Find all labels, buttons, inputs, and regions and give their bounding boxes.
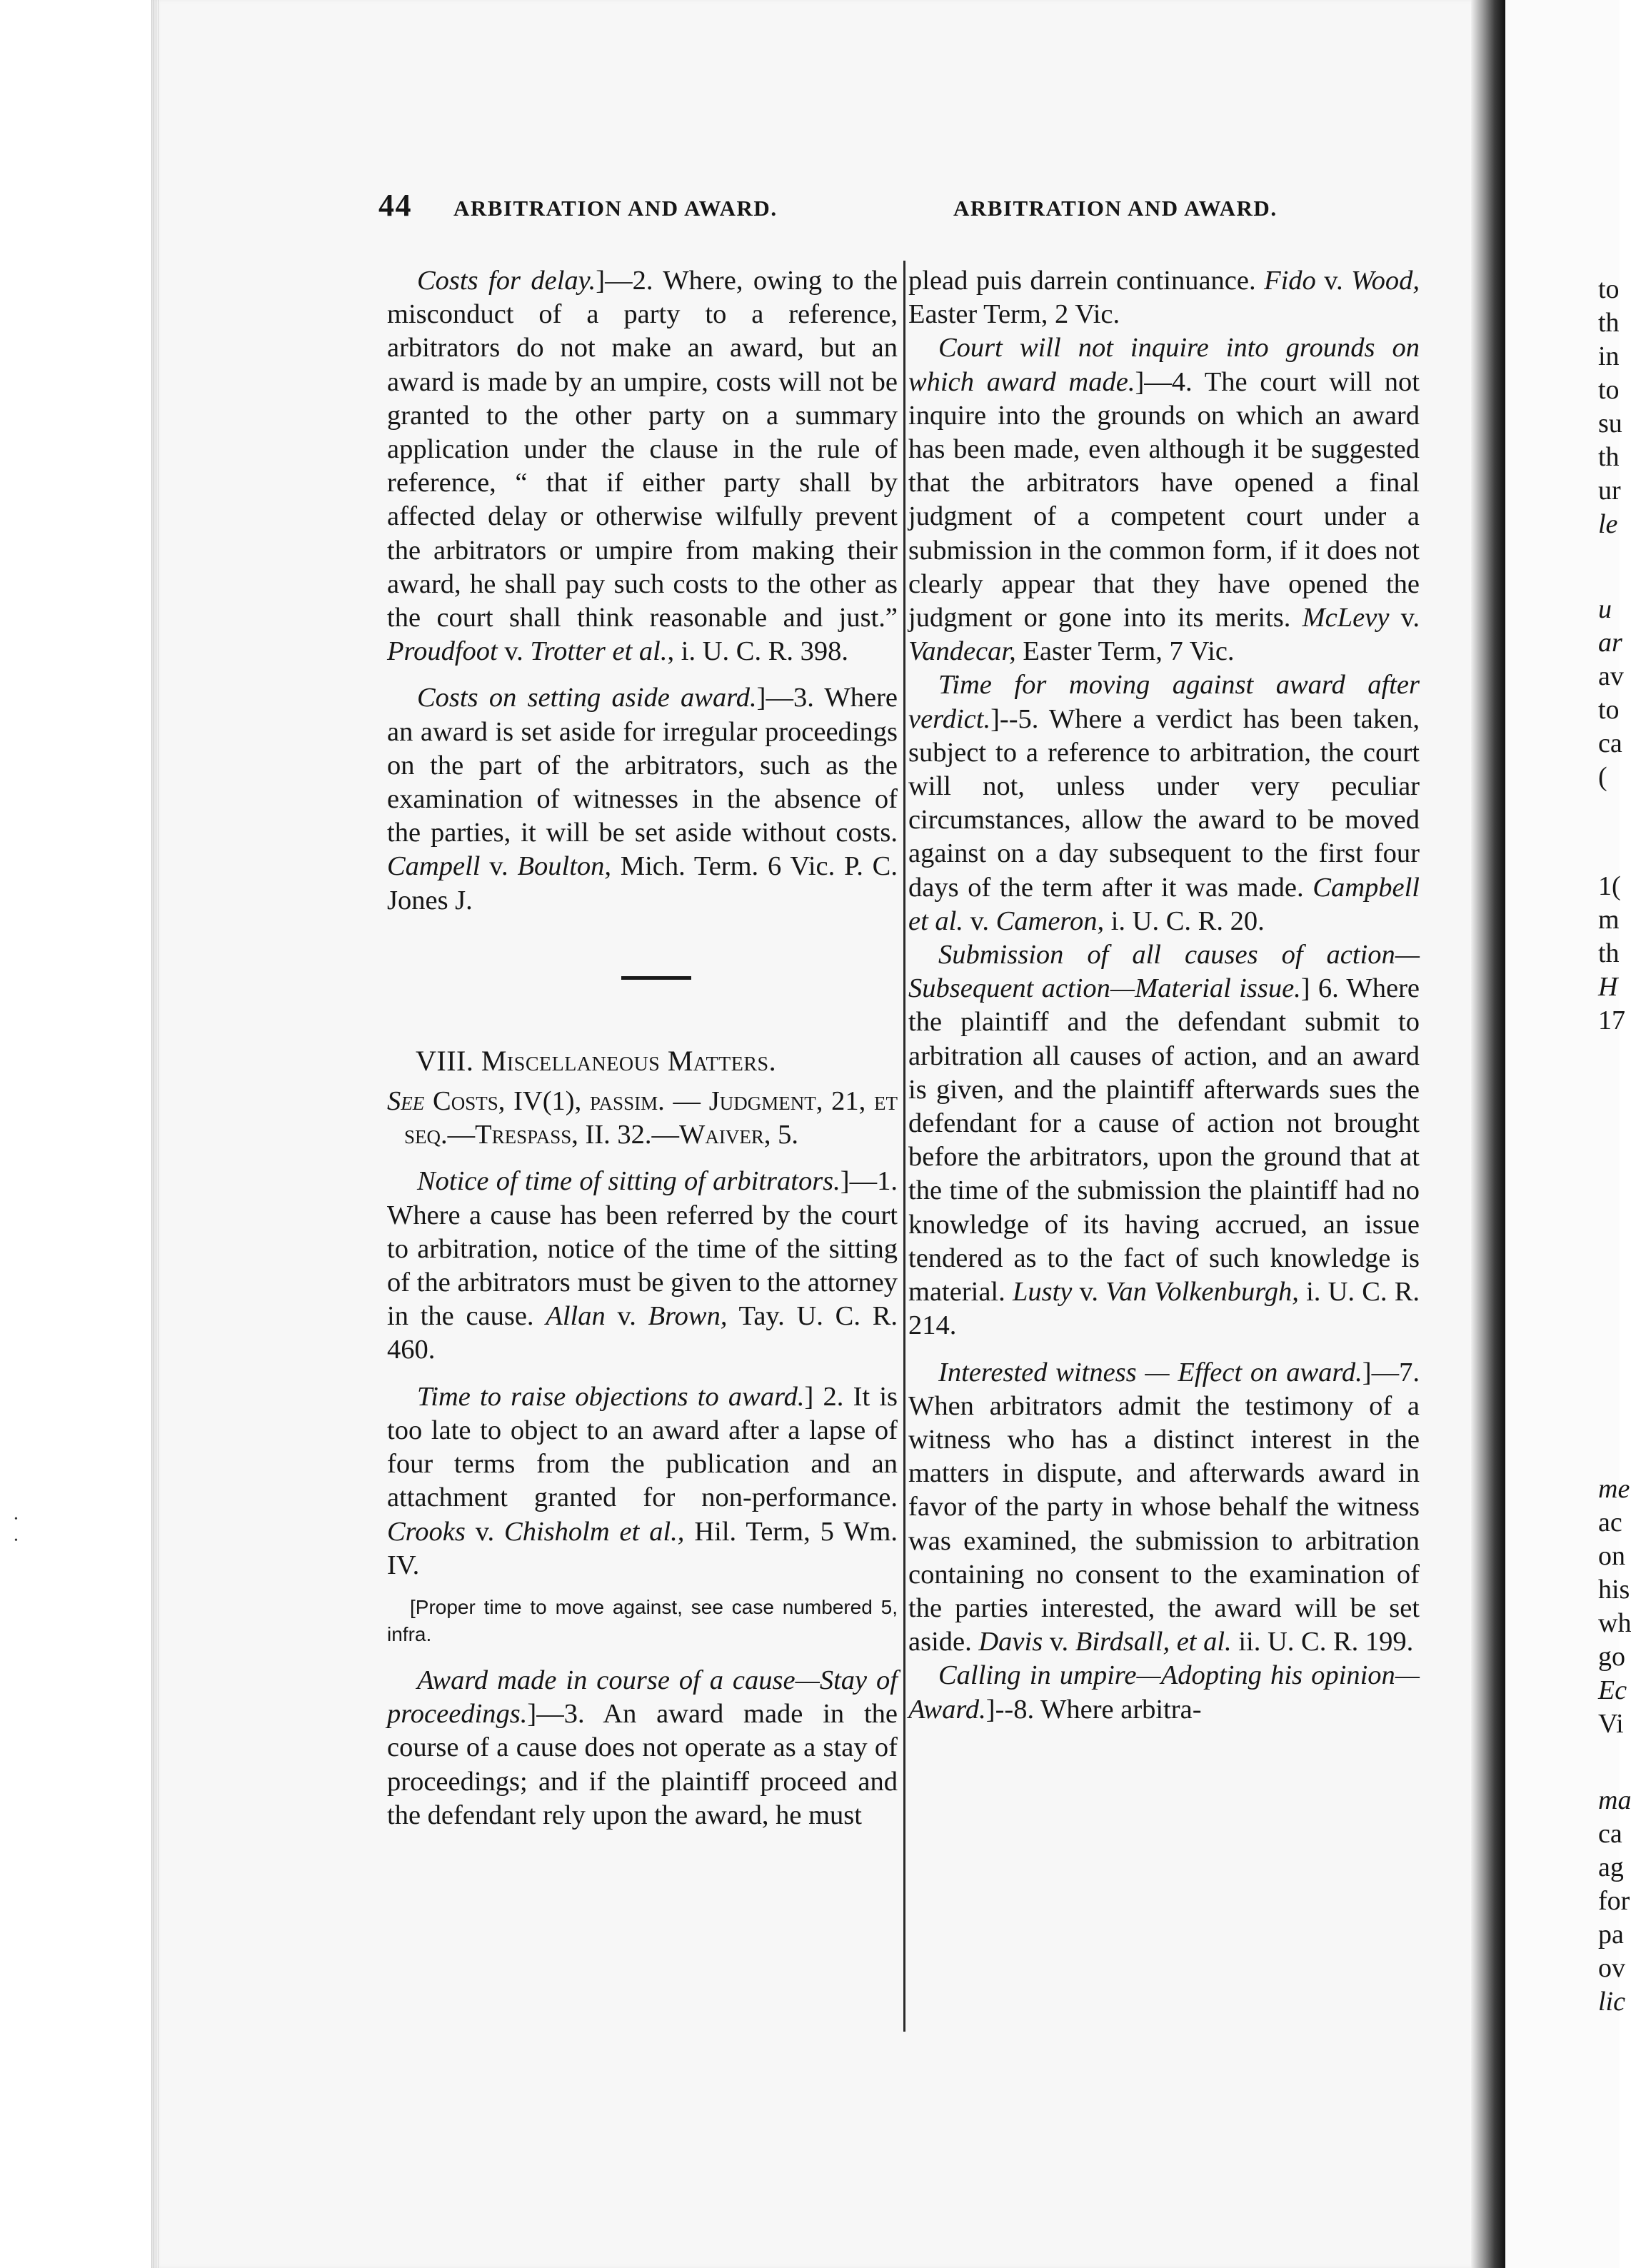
- entry-text: Where a verdict has been taken, subject to a reference to arbitration, the court will not, unless under very peculiar circumstances, allow the award to be moved against on a day subsequent to the first four days of the term after it was made.: [908, 703, 1420, 903]
- case-citation: Tay. U. C. R. 460.: [387, 1301, 898, 1365]
- case-party: Fido: [1264, 266, 1316, 296]
- entry-submission-all-causes: [908, 938, 1420, 1343]
- entry-number: ]—3.: [756, 683, 814, 713]
- entry-text: Where, owing to the misconduct of a party to a reference, arbitrators do not make an award, but an award is made by an umpire, costs will not be granted to the other party on a summary application under the clause in the rule of reference, “ that if either party shall by affected delay or otherwise wilfully prevent the arbitrators or umpire from making their award, he shall pay such costs to the other as the court shall think reasonable and just.”: [387, 266, 898, 633]
- next-page-fragment: Ec: [1598, 1675, 1627, 1705]
- versus: v.: [497, 636, 531, 667]
- next-page-fragment: av: [1598, 661, 1624, 691]
- case-party: Crooks: [387, 1516, 466, 1547]
- next-page-fragment: wh: [1598, 1608, 1631, 1638]
- section-heading: [387, 1044, 898, 1078]
- case-party: Allan: [546, 1301, 606, 1332]
- case-citation: Hil. Term, 5 Wm. IV.: [387, 1516, 898, 1580]
- entry-costs-for-delay: [387, 264, 898, 668]
- next-page-fragment: for: [1598, 1886, 1630, 1916]
- case-citation: i. U. C. R. 20.: [1104, 905, 1265, 936]
- section-separator: [621, 976, 691, 980]
- entry-heading: Costs for delay.: [417, 266, 596, 296]
- scan-speck: •: [14, 1514, 18, 1525]
- next-page-fragment: th: [1598, 308, 1620, 338]
- entry-text: It is too late to object to an award after a lapse of four terms from the publication and an attachment granted for non-performance.: [387, 1381, 898, 1513]
- next-page-fragment: on: [1598, 1541, 1625, 1571]
- entry-award-in-course: [387, 1664, 898, 1832]
- left-column: [387, 264, 898, 1832]
- entry-time-to-object: [387, 1380, 898, 1582]
- entry-notice-of-sitting: [387, 1165, 898, 1367]
- next-page-fragment: th: [1598, 442, 1620, 472]
- section-numeral: VIII.: [416, 1044, 474, 1077]
- book-gutter-shadow: [1471, 0, 1505, 2268]
- versus: v.: [1389, 603, 1420, 633]
- entry-heading: Interested witness — Effect on award.: [938, 1357, 1362, 1388]
- page-number: 44: [378, 188, 412, 223]
- entry-heading: Award made in course of a cause—Stay of proceedings.: [387, 1665, 898, 1730]
- next-page-fragment: th: [1598, 938, 1620, 968]
- column-divider: [903, 261, 905, 2032]
- case-party: Van Volkenburgh,: [1105, 1277, 1299, 1308]
- entry-text: Where the plaintiff and the defendant submit to arbitration all causes of action, and an award is given, and the plaintiff afterwards sues the defendant for a cause of action not brought before the arbitrators, upon the ground that at the time of the submission the plaintiff had no knowledge of its having accrued, an issue tendered as to the fact of such knowledge is material.: [908, 973, 1420, 1308]
- next-page-fragment: ac: [1598, 1507, 1622, 1537]
- case-party: Trotter et al.: [530, 636, 668, 667]
- case-citation: , i. U. C. R. 398.: [667, 636, 848, 667]
- entry-number: ]—7.: [1362, 1357, 1420, 1388]
- next-page-fragment: (: [1598, 762, 1607, 792]
- next-page-fragment: 1(: [1598, 871, 1621, 901]
- see-label: See: [387, 1086, 425, 1117]
- versus: v.: [963, 905, 996, 936]
- next-page-fragment: Vi: [1598, 1709, 1624, 1739]
- entry-number: ] 6.: [1300, 973, 1339, 1004]
- next-page-fragment: ca: [1598, 728, 1622, 758]
- entry-calling-in-umpire: [908, 1659, 1420, 1726]
- case-party: McLevy: [1302, 603, 1390, 633]
- next-page-fragment: ov: [1598, 1953, 1625, 1983]
- entry-number: ]—4.: [1135, 366, 1193, 397]
- next-page-fragment: go: [1598, 1642, 1625, 1672]
- case-party: Campell: [387, 851, 481, 882]
- entry-text: Where a cause has been referred by the court to arbitration, notice of the time of the sitting of the arbitrators must be given to the attorney in the cause.: [387, 1200, 898, 1332]
- entry-number: ]--8.: [985, 1694, 1035, 1725]
- next-page-fragment: ar: [1598, 628, 1622, 658]
- next-page-fragment: le: [1598, 509, 1618, 539]
- running-title-left: ARBITRATION AND AWARD.: [453, 196, 778, 221]
- entry-text: Where an award is set aside for irregular proceedings on the part of the arbitrators, such as the examination of witnesses in the absence of the parties, it will be set aside without costs.: [387, 683, 898, 848]
- case-party: Brown,: [648, 1301, 728, 1332]
- next-page-fragment: lic: [1598, 1987, 1625, 2017]
- entry-heading: Notice of time of sitting of arbitrators.: [417, 1166, 840, 1197]
- entry-text: An award made in the course of a cause does not operate as a stay of proceedings; and if the plaintiff proceed and the defendant rely upon the award, he must: [387, 1699, 898, 1830]
- entry-heading: Time to raise objections to award.: [417, 1381, 805, 1412]
- next-page-fragment: me: [1598, 1474, 1630, 1504]
- case-citation: Mich. Term. 6 Vic. P. C. Jones J.: [387, 851, 898, 915]
- entry-text: When arbitrators admit the testimony of a witness who has a distinct interest in the matters in dispute, and afterwards award in favor of the party in whose behalf the witness was examined, the submission to arbitration containing no consent to the examination of the parties interested, the award will be set aside.: [908, 1390, 1420, 1657]
- case-citation: i. U. C. R. 214.: [908, 1277, 1420, 1341]
- entry-number: ]—2.: [596, 266, 653, 296]
- versus: v.: [480, 851, 518, 882]
- next-page-fragment: ca: [1598, 1819, 1622, 1849]
- next-page-fragment: m: [1598, 905, 1620, 935]
- next-page-fragment: to: [1598, 274, 1620, 304]
- scan-margin: [0, 0, 151, 2268]
- entry-heading: Costs on setting aside award.: [417, 683, 757, 713]
- versus: v.: [1043, 1627, 1075, 1657]
- entry-heading: Time for moving against award after verdict.: [908, 670, 1420, 734]
- next-page-fragment: in: [1598, 341, 1620, 371]
- entry-interested-witness: [908, 1356, 1420, 1660]
- entry-number: ]—3.: [527, 1699, 585, 1730]
- scan-speck: •: [14, 1535, 18, 1546]
- case-party: Lusty: [1012, 1277, 1073, 1308]
- entry-court-will-not-inquire: [908, 331, 1420, 668]
- next-page-fragment: ma: [1598, 1785, 1631, 1815]
- running-head: [371, 188, 1414, 227]
- entry-heading: Court will not inquire into grounds on which award made.: [908, 333, 1420, 397]
- entry-number: ]—1.: [840, 1166, 898, 1197]
- entry-heading: Submission of all causes of action—Subsequent action—Material issue.: [908, 940, 1420, 1004]
- entry-number: ] 2.: [804, 1381, 844, 1412]
- versus: v.: [465, 1516, 505, 1547]
- case-citation: Easter Term, 7 Vic.: [1015, 636, 1235, 667]
- versus: v.: [1072, 1277, 1106, 1308]
- entry-heading: Calling in umpire—Adopting his opinion—Award.: [908, 1660, 1420, 1725]
- next-page-fragment: pa: [1598, 1920, 1624, 1950]
- entry-number: ]--5.: [990, 703, 1039, 734]
- case-party: Cameron,: [995, 905, 1105, 936]
- case-party: Campbell et al.: [908, 872, 1420, 936]
- see-references: Costs, IV(1), passim. — Judgment, 21, et seq.—Trespass, II. 32.—Waiver, 5.: [404, 1086, 898, 1150]
- entry-continuation: [908, 264, 1420, 331]
- next-page-fragment: 17: [1598, 1005, 1625, 1035]
- next-page-fragment: to: [1598, 695, 1620, 725]
- case-party: Birdsall, et al.: [1075, 1627, 1232, 1657]
- right-column: [908, 264, 1420, 1727]
- case-party: Wood,: [1351, 266, 1420, 296]
- next-page-fragment: ur: [1598, 476, 1621, 506]
- case-party: Boulton,: [517, 851, 612, 882]
- section-title: Miscellaneous Matters.: [481, 1044, 777, 1077]
- next-page-fragment: su: [1598, 408, 1622, 438]
- entry-costs-setting-aside: [387, 681, 898, 917]
- entry-time-for-moving: [908, 668, 1420, 938]
- next-page-fragment: H: [1598, 972, 1618, 1002]
- case-party: Vandecar,: [908, 636, 1016, 667]
- see-also-line: [387, 1085, 898, 1152]
- next-page-fragment: to: [1598, 375, 1620, 405]
- case-citation: Easter Term, 2 Vic.: [908, 299, 1120, 330]
- entry-text: plead puis darrein continuance.: [908, 266, 1265, 296]
- versus: v.: [605, 1301, 648, 1332]
- next-page-fragment: u: [1598, 594, 1612, 624]
- editorial-note: [Proper time to move against, see case numbered 5, infra.: [387, 1595, 898, 1645]
- case-citation: ii. U. C. R. 199.: [1231, 1627, 1414, 1657]
- page-edge-lines: [151, 0, 160, 2268]
- versus: v.: [1315, 266, 1352, 296]
- entry-text: Where arbitra-: [1034, 1694, 1202, 1725]
- running-title-right: ARBITRATION AND AWARD.: [953, 196, 1278, 221]
- case-party: Davis: [978, 1627, 1043, 1657]
- entry-text: The court will not inquire into the grounds on which an award has been made, even although it be suggested that the arbitrators have opened a final judgment of a competent court under a submission in the common form, if it does not clearly appear that they have opened the judgment or gone into its merits.: [908, 366, 1420, 633]
- case-party: Proudfoot: [387, 636, 498, 667]
- next-page-fragment: ag: [1598, 1852, 1624, 1882]
- next-page-fragment: his: [1598, 1575, 1630, 1605]
- case-party: Chisholm et al.,: [504, 1516, 685, 1547]
